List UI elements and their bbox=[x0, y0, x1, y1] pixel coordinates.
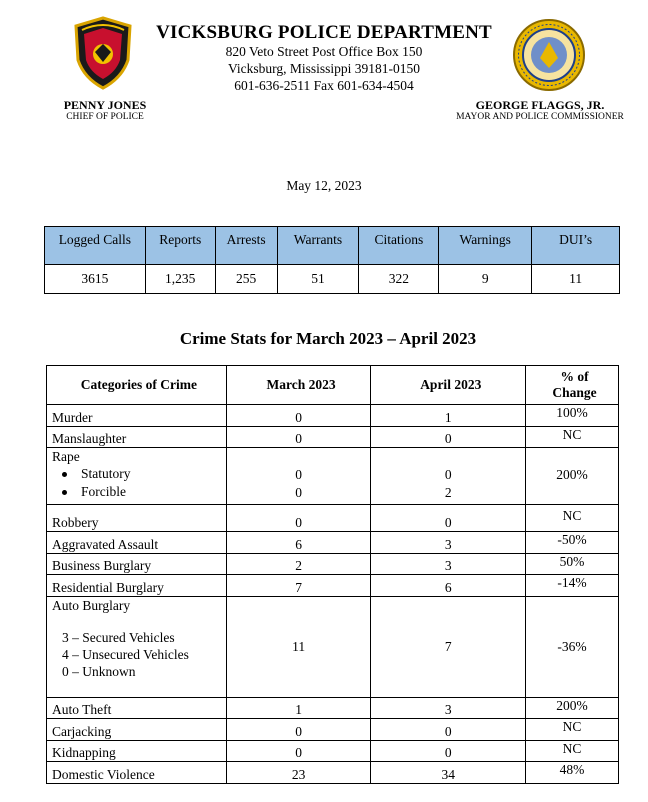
april-value: 0 bbox=[444, 467, 452, 482]
march-value: 0 bbox=[226, 719, 371, 741]
rape-subcategory bbox=[52, 483, 226, 501]
chief-name: PENNY JONES bbox=[63, 98, 147, 112]
auto-burglary-detail: 0 – Unknown bbox=[62, 663, 136, 679]
march-value: 0 bbox=[226, 405, 371, 427]
change-value: 48% bbox=[526, 762, 619, 784]
col-header-april: April 2023 bbox=[371, 366, 526, 405]
crime-category: Carjacking bbox=[47, 719, 227, 741]
table-row bbox=[47, 426, 619, 448]
col-header-category: Categories of Crime bbox=[47, 366, 227, 405]
subcategory-label: Forcible bbox=[81, 484, 126, 499]
march-value: 0 bbox=[226, 426, 371, 448]
summary-value-cell: 51 bbox=[277, 265, 359, 294]
summary-value-cell: 9 bbox=[439, 265, 532, 294]
crime-category: Domestic Violence bbox=[47, 762, 227, 784]
crime-stats-title: Crime Stats for March 2023 – April 2023 bbox=[179, 329, 477, 348]
table-row-rape bbox=[47, 448, 619, 505]
crime-category: Rape bbox=[52, 449, 80, 464]
march-value: 0 bbox=[295, 485, 302, 500]
subcategory-label: Statutory bbox=[81, 466, 131, 481]
march-value: 6 bbox=[226, 532, 371, 554]
table-row bbox=[47, 719, 619, 741]
city-line: Vicksburg, Mississippi 39181-0150 bbox=[227, 61, 421, 76]
auto-burglary-detail: 3 – Secured Vehicles bbox=[62, 629, 175, 645]
summary-header-cell: Arrests bbox=[215, 227, 277, 265]
april-value: 3 bbox=[371, 553, 526, 575]
crime-category: Auto Theft bbox=[47, 697, 227, 719]
crime-category: Aggravated Assault bbox=[47, 532, 227, 554]
april-value: 6 bbox=[371, 575, 526, 597]
april-value: 0 bbox=[371, 740, 526, 762]
crime-stats-table bbox=[46, 365, 619, 784]
change-value: 50% bbox=[526, 553, 619, 575]
col-header-change-line2: Change bbox=[552, 385, 597, 400]
bullet-icon bbox=[62, 490, 67, 495]
march-value: 11 bbox=[226, 596, 371, 697]
phone-line: 601-636-2511 Fax 601-634-4504 bbox=[234, 78, 414, 93]
mayor-title: MAYOR AND POLICE COMMISSIONER bbox=[456, 112, 624, 122]
summary-header-cell: DUI’s bbox=[532, 227, 620, 265]
march-value: 7 bbox=[226, 575, 371, 597]
april-value: 0 bbox=[371, 426, 526, 448]
march-value: 0 bbox=[226, 505, 371, 532]
april-value-rape bbox=[371, 448, 526, 505]
chief-title: CHIEF OF POLICE bbox=[66, 112, 144, 122]
summary-header-cell: Warrants bbox=[277, 227, 359, 265]
change-value: -14% bbox=[526, 575, 619, 597]
activity-summary-table bbox=[44, 226, 620, 294]
crime-category: Auto Burglary bbox=[52, 597, 131, 613]
summary-header-cell: Reports bbox=[145, 227, 215, 265]
march-value: 23 bbox=[226, 762, 371, 784]
april-value: 0 bbox=[371, 719, 526, 741]
col-header-march: March 2023 bbox=[226, 366, 371, 405]
change-value: 200% bbox=[526, 697, 619, 719]
change-value: NC bbox=[526, 740, 619, 762]
change-value: -50% bbox=[526, 532, 619, 554]
crime-category: Kidnapping bbox=[47, 740, 227, 762]
table-row bbox=[47, 762, 619, 784]
crime-category: Manslaughter bbox=[47, 426, 227, 448]
crime-category: Murder bbox=[47, 405, 227, 427]
change-value: NC bbox=[526, 426, 619, 448]
table-row bbox=[47, 405, 619, 427]
auto-burglary-detail: 4 – Unsecured Vehicles bbox=[62, 646, 189, 662]
table-row bbox=[47, 697, 619, 719]
change-value: -36% bbox=[526, 596, 619, 697]
bullet-icon bbox=[62, 472, 67, 477]
summary-value-row bbox=[45, 265, 620, 294]
table-row bbox=[47, 553, 619, 575]
crime-category-rape bbox=[47, 448, 227, 505]
address-line: 820 Veto Street Post Office Box 150 bbox=[225, 44, 423, 59]
april-value: 34 bbox=[371, 762, 526, 784]
change-value: NC bbox=[526, 719, 619, 741]
col-header-change-line1: % of bbox=[560, 369, 589, 384]
april-value: 7 bbox=[371, 596, 526, 697]
department-title: VICKSBURG POLICE DEPARTMENT bbox=[156, 22, 492, 43]
summary-value-cell: 255 bbox=[215, 265, 277, 294]
crime-category: Robbery bbox=[47, 505, 227, 532]
change-value: 100% bbox=[526, 405, 619, 427]
table-row bbox=[47, 532, 619, 554]
table-row bbox=[47, 505, 619, 532]
summary-header-row bbox=[45, 227, 620, 265]
mayor-name: GEORGE FLAGGS, JR. bbox=[475, 98, 605, 112]
summary-header-cell: Warnings bbox=[439, 227, 532, 265]
rape-subcategory bbox=[52, 465, 226, 483]
col-header-change bbox=[526, 366, 619, 405]
crime-category: Residential Burglary bbox=[47, 575, 227, 597]
march-value: 0 bbox=[226, 740, 371, 762]
crime-category-auto-burglary bbox=[47, 596, 227, 697]
summary-value-cell: 11 bbox=[532, 265, 620, 294]
crime-category: Business Burglary bbox=[47, 553, 227, 575]
table-row-auto-burglary bbox=[47, 596, 619, 697]
table-row bbox=[47, 740, 619, 762]
summary-value-cell: 322 bbox=[359, 265, 439, 294]
change-value: 200% bbox=[526, 448, 619, 505]
march-value: 1 bbox=[226, 697, 371, 719]
march-value-rape bbox=[226, 448, 371, 505]
table-row bbox=[47, 575, 619, 597]
summary-header-cell: Logged Calls bbox=[45, 227, 146, 265]
march-value: 2 bbox=[226, 553, 371, 575]
april-value: 0 bbox=[371, 505, 526, 532]
crime-header-row bbox=[47, 366, 619, 405]
april-value: 3 bbox=[371, 532, 526, 554]
march-value: 0 bbox=[295, 467, 302, 482]
summary-value-cell: 1,235 bbox=[145, 265, 215, 294]
april-value: 2 bbox=[444, 485, 452, 500]
report-date: May 12, 2023 bbox=[286, 178, 362, 193]
change-value: NC bbox=[526, 505, 619, 532]
april-value: 3 bbox=[371, 697, 526, 719]
summary-header-cell: Citations bbox=[359, 227, 439, 265]
april-value: 1 bbox=[371, 405, 526, 427]
summary-value-cell: 3615 bbox=[45, 265, 146, 294]
